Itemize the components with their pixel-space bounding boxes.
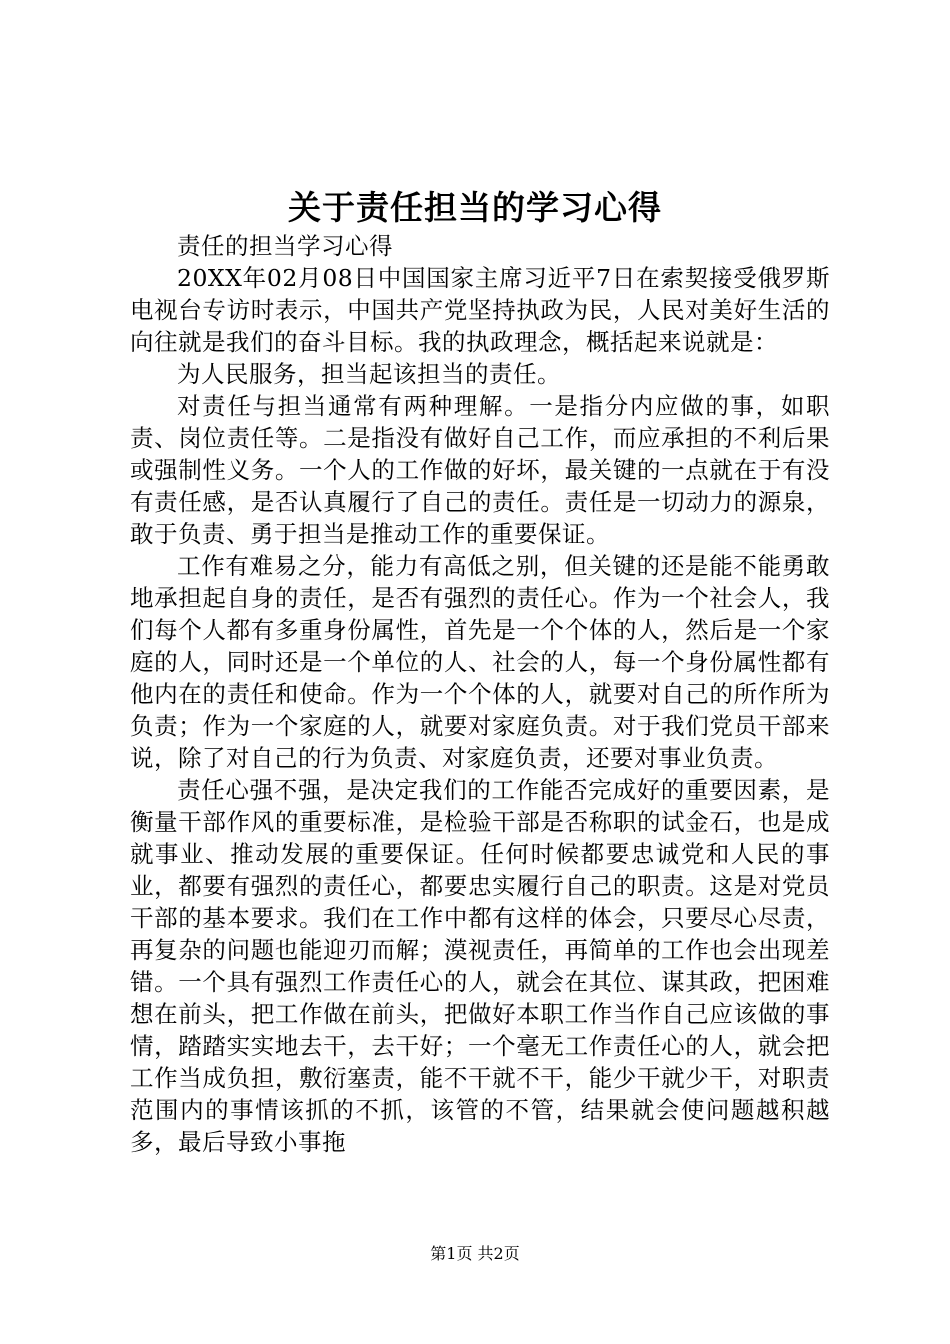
document-body (130, 230, 830, 1158)
document-title: 关于责任担当的学习心得 (288, 188, 662, 227)
body-paragraph: 对责任与担当通常有两种理解。一是指分内应做的事，如职责、岗位责任等。二是指没有做好自己工作，而应承担的不利后果或强制性义务。一个人的工作做的好坏，最关键的一点就在于有没有责任感，是否认真履行了自己的责任。责任是一切动力的源泉，敢于负责、勇于担当是推动工作的重要保证。 (130, 392, 830, 548)
body-paragraph: 工作有难易之分，能力有高低之别，但关键的还是能不能勇敢地承担起自身的责任，是否有强烈的责任心。作为一个社会人，我们每个人都有多重身份属性，首先是一个个体的人，然后是一个家庭的人，同时还是一个单位的人、社会的人，每一个身份属性都有他内在的责任和使命。作为一个个体的人，就要对自己的所作所为负责；作为一个家庭的人，就要对家庭负责。对于我们党员干部来说，除了对自己的行为负责、对家庭负责，还要对事业负责。 (130, 552, 830, 772)
page-footer: 第1页 共2页 (430, 1244, 520, 1263)
body-paragraph: 20XX年02月08日中国国家主席习近平7日在索契接受俄罗斯电视台专访时表示，中国共产党坚持执政为民，人民对美好生活的向往就是我们的奋斗目标。我的执政理念，概括起来说就是： (130, 264, 830, 356)
subtitle-paragraph: 责任的担当学习心得 (177, 232, 393, 260)
body-paragraph: 责任心强不强，是决定我们的工作能否完成好的重要因素，是衡量干部作风的重要标准，是检验干部是否称职的试金石，也是成就事业、推动发展的重要保证。任何时候都要忠诚党和人民的事业，都要有强烈的责任心，都要忠实履行自己的职责。这是对党员干部的基本要求。我们在工作中都有这样的体会，只要尽心尽责，再复杂的问题也能迎刃而解；漠视责任，再简单的工作也会出现差错。一个具有强烈工作责任心的人，就会在其位、谋其政，把困难想在前头，把工作做在前头，把做好本职工作当作自己应该做的事情，踏踏实实地去干，去干好；一个毫无工作责任心的人，就会把工作当成负担，敷衍塞责，能不干就不干，能少干就少干，对职责范围内的事情该抓的不抓，该管的不管，结果就会使问题越积越多，最后导致小事拖 (130, 776, 830, 1156)
body-paragraph: 为人民服务，担当起该担当的责任。 (177, 360, 561, 388)
